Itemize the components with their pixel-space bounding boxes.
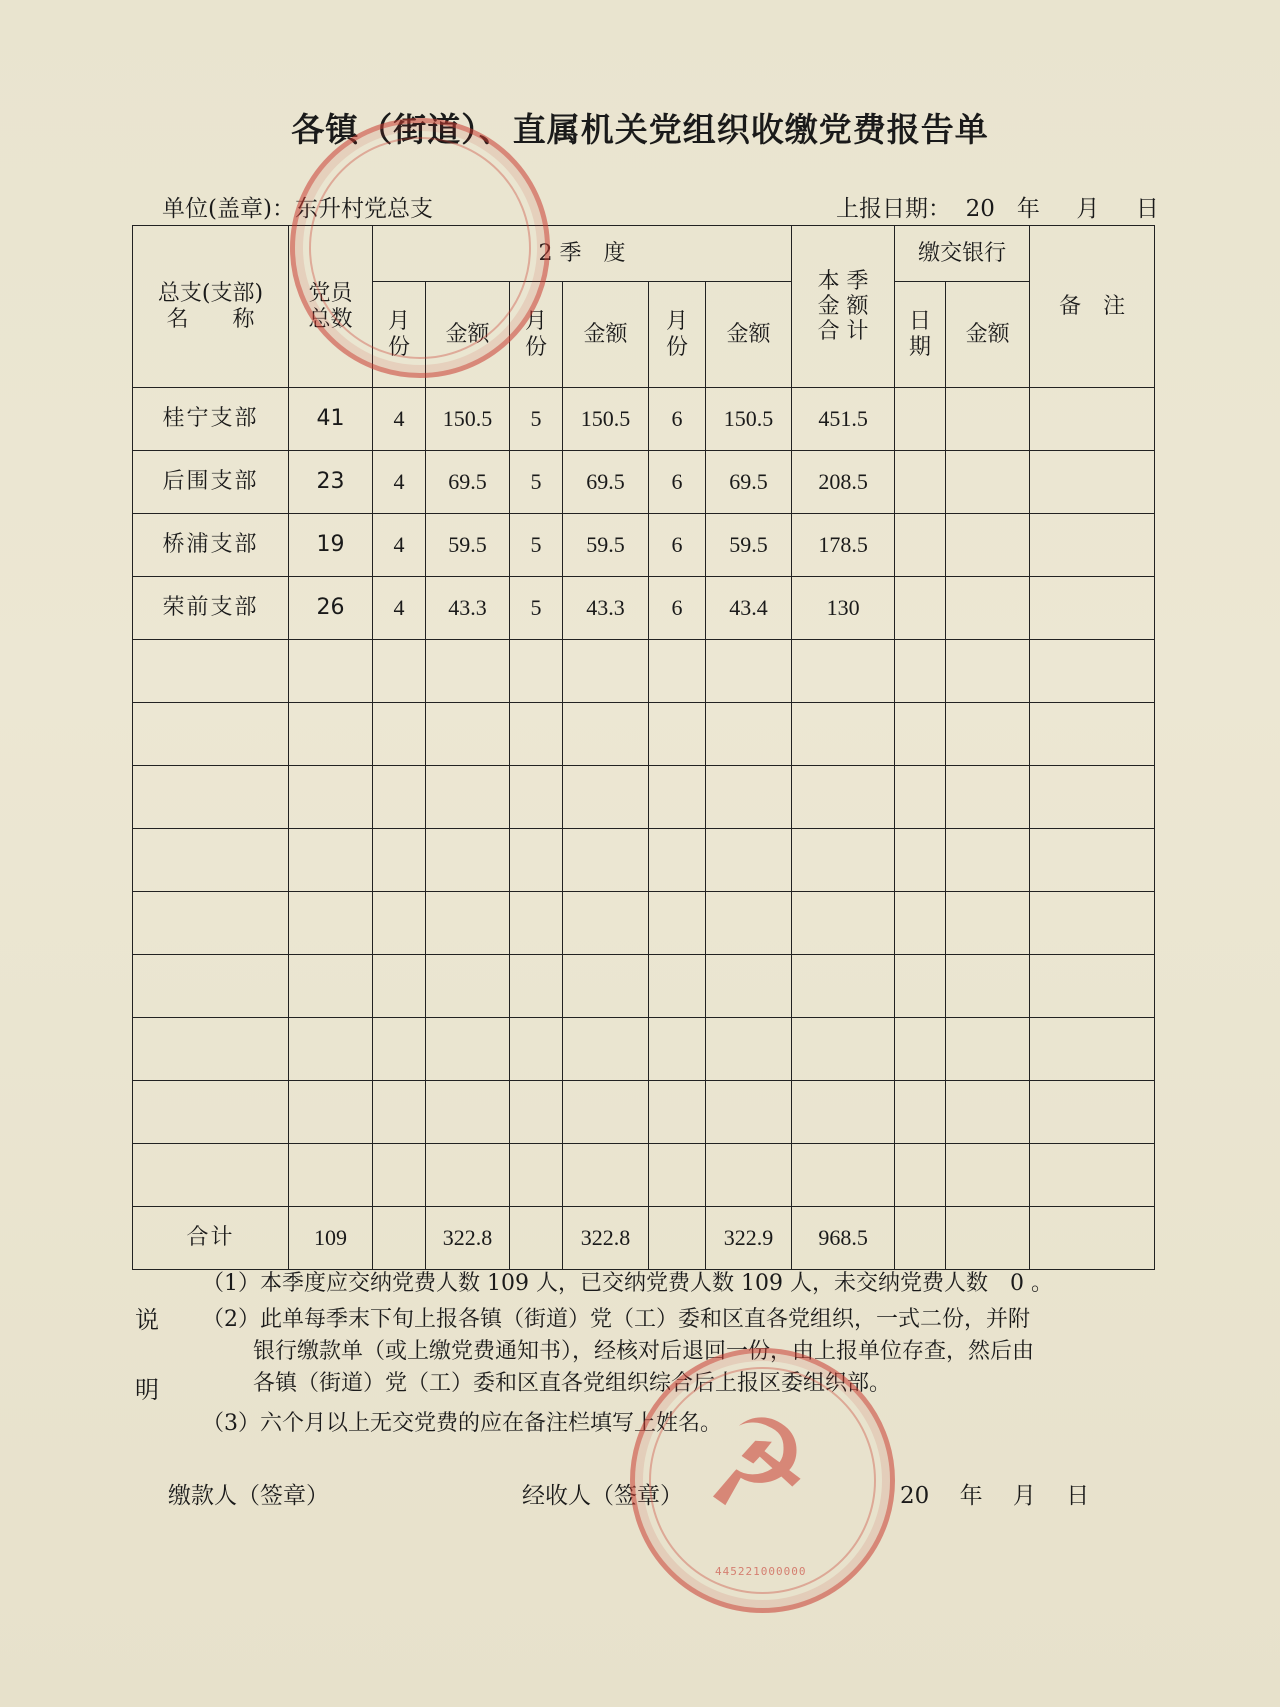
month-1: 4 bbox=[373, 514, 426, 577]
table-row bbox=[133, 451, 1155, 514]
amount-2: 69.5 bbox=[563, 451, 649, 514]
month-2: 5 bbox=[510, 514, 563, 577]
report-date: 上报日期： 20 年 月 日 bbox=[836, 196, 1159, 222]
member-count: 26 bbox=[289, 577, 373, 640]
note-2-line-2: 银行缴款单（或上缴党费通知书），经核对后退回一份，由上报单位存查，然后由 bbox=[253, 1339, 1035, 1364]
bank-amount bbox=[946, 451, 1030, 514]
header-quarter: 2 季 度 bbox=[373, 226, 792, 282]
member-count: 23 bbox=[289, 451, 373, 514]
seal-code: 445221000000 bbox=[715, 1565, 807, 1578]
header-remark: 备 注 bbox=[1030, 226, 1155, 388]
unit-value: 东升村党总支 bbox=[294, 196, 433, 222]
quarter-total: 178.5 bbox=[792, 514, 895, 577]
bank-date bbox=[895, 514, 946, 577]
amount-3: 69.5 bbox=[706, 451, 792, 514]
empty-row bbox=[133, 955, 1155, 1018]
member-count: 19 bbox=[289, 514, 373, 577]
member-count: 41 bbox=[289, 388, 373, 451]
totals-amount-3: 322.9 bbox=[706, 1207, 792, 1270]
empty-row bbox=[133, 766, 1155, 829]
amount-1: 43.3 bbox=[426, 577, 510, 640]
month-2: 5 bbox=[510, 388, 563, 451]
month-1: 4 bbox=[373, 577, 426, 640]
notes-label-ming: 明 bbox=[135, 1376, 159, 1404]
header-month-2: 月 份 bbox=[510, 282, 563, 388]
empty-row bbox=[133, 1018, 1155, 1081]
month-2: 5 bbox=[510, 451, 563, 514]
totals-row bbox=[133, 1207, 1155, 1270]
totals-amount-2: 322.8 bbox=[563, 1207, 649, 1270]
month-3: 6 bbox=[649, 388, 706, 451]
header-month-3: 月 份 bbox=[649, 282, 706, 388]
header-amount-1: 金额 bbox=[426, 282, 510, 388]
bank-date bbox=[895, 577, 946, 640]
header-amount-3: 金额 bbox=[706, 282, 792, 388]
amount-2: 43.3 bbox=[563, 577, 649, 640]
empty-row bbox=[133, 703, 1155, 766]
amount-1: 150.5 bbox=[426, 388, 510, 451]
branch-name: 桂宁支部 bbox=[133, 388, 289, 451]
amount-1: 69.5 bbox=[426, 451, 510, 514]
empty-row bbox=[133, 829, 1155, 892]
remark bbox=[1030, 451, 1155, 514]
header-amount-2: 金额 bbox=[563, 282, 649, 388]
note-3: （3）六个月以上无交党费的应在备注栏填写上姓名。 bbox=[202, 1411, 722, 1436]
empty-row bbox=[133, 892, 1155, 955]
month-3: 6 bbox=[649, 577, 706, 640]
bank-amount bbox=[946, 388, 1030, 451]
amount-3: 150.5 bbox=[706, 388, 792, 451]
table-row bbox=[133, 577, 1155, 640]
party-emblem-icon: ☭ bbox=[703, 1395, 811, 1534]
branch-name: 后围支部 bbox=[133, 451, 289, 514]
header-branch-name: 总支(支部) 名 称 bbox=[133, 226, 289, 388]
bank-amount bbox=[946, 577, 1030, 640]
remark bbox=[1030, 388, 1155, 451]
totals-amount-1: 322.8 bbox=[426, 1207, 510, 1270]
amount-1: 59.5 bbox=[426, 514, 510, 577]
receiver-signature: 经收人（签章） bbox=[522, 1483, 683, 1509]
note-2-line-3: 各镇（街道）党（工）委和区直各党组织综合后上报区委组织部。 bbox=[253, 1371, 892, 1396]
empty-row bbox=[133, 1144, 1155, 1207]
header-member-total: 党员 总数 bbox=[289, 226, 373, 388]
empty-row bbox=[133, 640, 1155, 703]
header-month-1: 月 份 bbox=[373, 282, 426, 388]
quarter-total: 130 bbox=[792, 577, 895, 640]
bank-amount bbox=[946, 514, 1030, 577]
branch-name: 荣前支部 bbox=[133, 577, 289, 640]
month-3: 6 bbox=[649, 514, 706, 577]
header-bank-amount: 金额 bbox=[946, 282, 1030, 388]
fee-report-table bbox=[132, 225, 1155, 1270]
remark bbox=[1030, 514, 1155, 577]
notes-label-shuo: 说 bbox=[135, 1306, 159, 1334]
header-quarter-total: 本 季 金 额 合 计 bbox=[792, 226, 895, 388]
amount-2: 150.5 bbox=[563, 388, 649, 451]
bank-date bbox=[895, 451, 946, 514]
official-seal-top bbox=[290, 118, 550, 378]
form-title: 各镇（街道）、直属机关党组织收缴党费报告单 bbox=[291, 110, 989, 149]
totals-label: 合计 bbox=[133, 1207, 289, 1270]
unit-label: 单位(盖章)： bbox=[162, 196, 295, 222]
table-row bbox=[133, 388, 1155, 451]
amount-3: 59.5 bbox=[706, 514, 792, 577]
note-2-line-1: （2）此单每季末下旬上报各镇（街道）党（工）委和区直各党组织，一式二份，并附 bbox=[202, 1307, 1030, 1332]
amount-2: 59.5 bbox=[563, 514, 649, 577]
month-1: 4 bbox=[373, 388, 426, 451]
quarter-total: 451.5 bbox=[792, 388, 895, 451]
note-1: （1）本季度应交纳党费人数 109 人，已交纳党费人数 109 人，未交纳党费人数 0 。 bbox=[202, 1271, 1053, 1296]
header-bank-date: 日 期 bbox=[895, 282, 946, 388]
totals-members: 109 bbox=[289, 1207, 373, 1270]
quarter-total: 208.5 bbox=[792, 451, 895, 514]
signature-date: 20 年 月 日 bbox=[900, 1483, 1090, 1509]
month-2: 5 bbox=[510, 577, 563, 640]
bank-date bbox=[895, 388, 946, 451]
payer-signature: 缴款人（签章） bbox=[168, 1483, 329, 1509]
header-bank: 缴交银行 bbox=[895, 226, 1030, 282]
table-row bbox=[133, 514, 1155, 577]
empty-row bbox=[133, 1081, 1155, 1144]
remark bbox=[1030, 577, 1155, 640]
month-3: 6 bbox=[649, 451, 706, 514]
totals-quarter-total: 968.5 bbox=[792, 1207, 895, 1270]
amount-3: 43.4 bbox=[706, 577, 792, 640]
month-1: 4 bbox=[373, 451, 426, 514]
branch-name: 桥浦支部 bbox=[133, 514, 289, 577]
official-seal-bottom bbox=[630, 1348, 895, 1613]
